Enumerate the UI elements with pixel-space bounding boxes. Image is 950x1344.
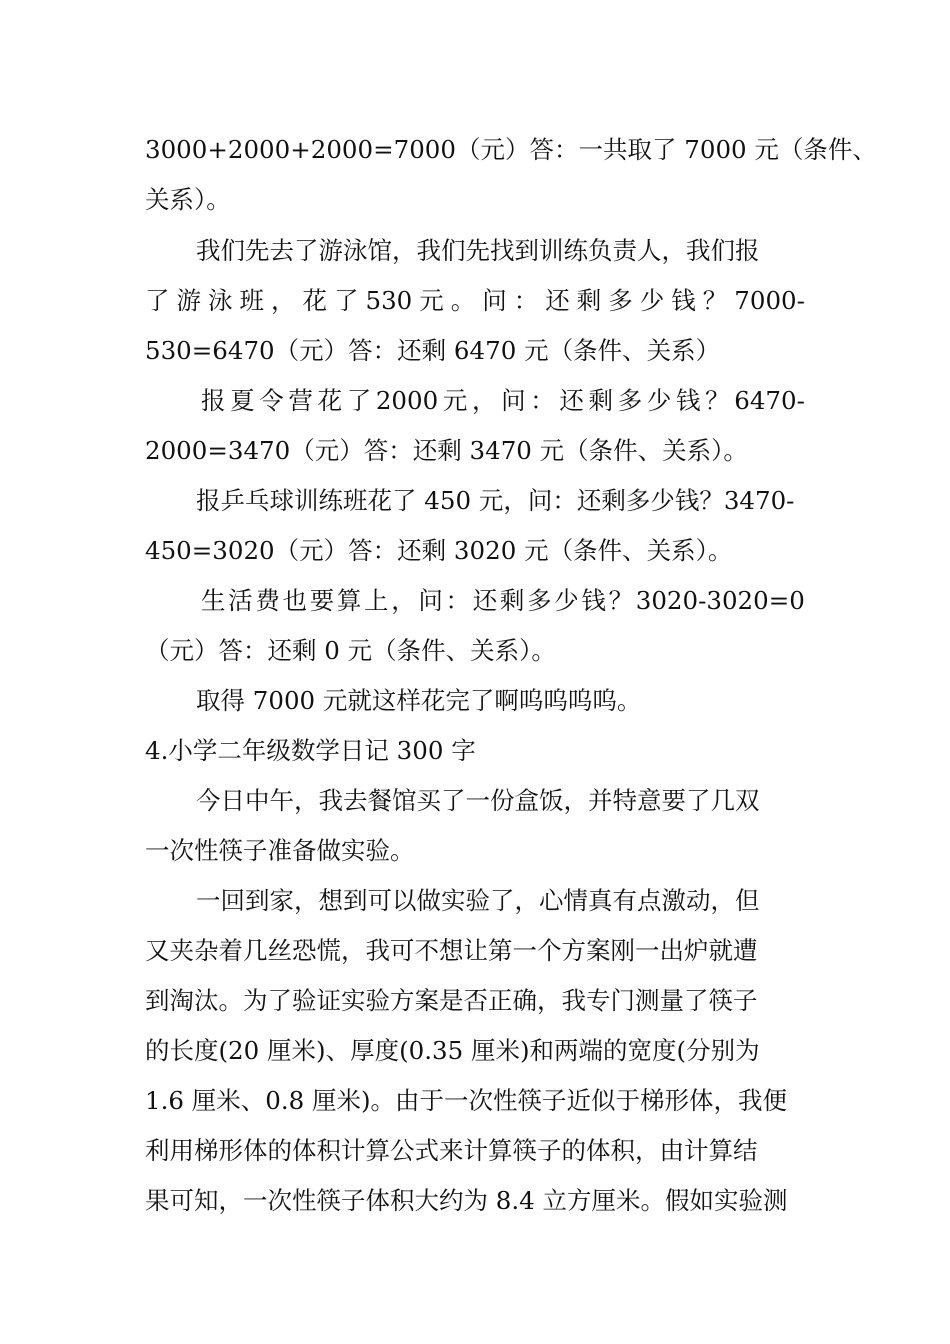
text-token: 活 [228, 586, 253, 615]
text-line-4 [145, 281, 805, 321]
text-token: ： [513, 286, 539, 315]
text-line-17: 又夹杂着几丝恐慌，我可不想让第一个方案刚一出炉就遭 [145, 936, 758, 965]
text-line-5: 530=6470（元）答：还剩 6470 元（条件、关系） [145, 336, 721, 365]
text-token: 多 [527, 586, 552, 615]
text-token: 问 [482, 286, 507, 315]
text-token: 游 [176, 286, 201, 315]
text-token: 6470- [734, 386, 805, 415]
text-token: 花 [317, 386, 343, 415]
text-token: 生 [201, 586, 226, 615]
text-line-9: 450=3020（元）答：还剩 3020 元（条件、关系）。 [145, 536, 733, 565]
text-token: 也 [282, 586, 308, 615]
text-token: 班 [239, 286, 264, 315]
text-line-21: 利用梯形体的体积计算公式来计算筷子的体积，由计算结 [145, 1136, 758, 1165]
text-line-7: 2000=3470（元）答：还剩 3470 元（条件、关系）。 [145, 436, 748, 465]
text-token: 花 [302, 286, 327, 315]
text-token: 了 [334, 286, 359, 315]
text-line-19: 的长度(20 厘米)、厚度(0.35 厘米)和两端的宽度(分别为 [145, 1036, 760, 1065]
text-token: 。 [450, 286, 476, 315]
text-token: 了 [145, 286, 170, 315]
text-token: 7000- [734, 286, 805, 315]
text-token: 剩 [499, 586, 525, 615]
text-token: 剩 [588, 386, 614, 415]
text-line-10 [201, 581, 805, 621]
text-token: 算 [336, 586, 362, 615]
text-token: 钱 [671, 286, 696, 315]
text-token: 营 [288, 386, 313, 415]
text-token: 问 [501, 386, 526, 415]
text-line-2: 关系）。 [145, 185, 231, 214]
text-token: ： [530, 386, 555, 415]
text-line-20: 1.6 厘米、0.8 厘米)。由于一次性筷子近似于梯形体，我便 [145, 1086, 788, 1115]
text-token: 还 [545, 286, 570, 315]
text-token: 剩 [576, 286, 602, 315]
text-token: 元 [442, 386, 468, 415]
text-token: ， [471, 386, 497, 415]
text-line-16: 一回到家，想到可以做实验了，心情真有点激动，但 [196, 886, 760, 915]
text-token: 钱 [675, 386, 701, 415]
text-token: 少 [646, 386, 672, 415]
text-token: 3020-3020=0 [635, 586, 805, 615]
text-line-14: 今日中午，我去餐馆买了一份盒饭，并特意要了几双 [196, 786, 760, 815]
text-token: 要 [309, 586, 335, 615]
section-heading: 4.小学二年级数学日记 300 字 [145, 736, 476, 765]
text-token: 多 [608, 286, 633, 315]
text-token: 少 [639, 286, 665, 315]
text-line-22: 果可知，一次性筷子体积大约为 8.4 立方厘米。假如实验测 [145, 1186, 788, 1215]
text-token: 问 [418, 586, 443, 615]
text-token: 少 [554, 586, 579, 615]
text-line-8: 报乒乓球训练班花了 450 元，问：还剩多少钱？3470- [196, 486, 795, 515]
text-token: ， [391, 586, 416, 615]
text-line-18: 到淘汰。为了验证实验方案是否正确，我专门测量了筷子 [145, 986, 758, 1015]
text-token: ？ [702, 286, 728, 315]
text-token: 泳 [208, 286, 233, 315]
text-token: 多 [617, 386, 643, 415]
text-token: 了 [346, 386, 372, 415]
text-line-3: 我们先去了游泳馆，我们先找到训练负责人，我们报 [196, 236, 760, 265]
text-line-12: 取得 7000 元就这样花完了啊呜呜呜呜。 [196, 686, 642, 715]
text-line-1: 3000+2000+2000=7000（元）答：一共取了 7000 元（条件、 [145, 135, 877, 164]
text-token: ， [271, 286, 296, 315]
text-token: ？ [608, 586, 634, 615]
text-token: ？ [705, 386, 730, 415]
text-line-11: （元）答：还剩 0 元（条件、关系）。 [145, 636, 556, 665]
text-token: ： [445, 586, 471, 615]
text-token: 2000 [375, 386, 439, 415]
text-token: 令 [259, 386, 284, 415]
text-token: 报 [201, 386, 226, 415]
text-line-6 [201, 381, 805, 421]
text-token: 上 [364, 586, 389, 615]
text-token: 钱 [581, 586, 606, 615]
text-token: 还 [472, 586, 498, 615]
text-token: 夏 [230, 386, 255, 415]
text-token: 元 [419, 286, 444, 315]
text-token: 还 [559, 386, 584, 415]
text-token: 费 [255, 586, 280, 615]
text-token: 530 [365, 286, 413, 315]
text-line-15: 一次性筷子准备做实验。 [145, 836, 415, 865]
